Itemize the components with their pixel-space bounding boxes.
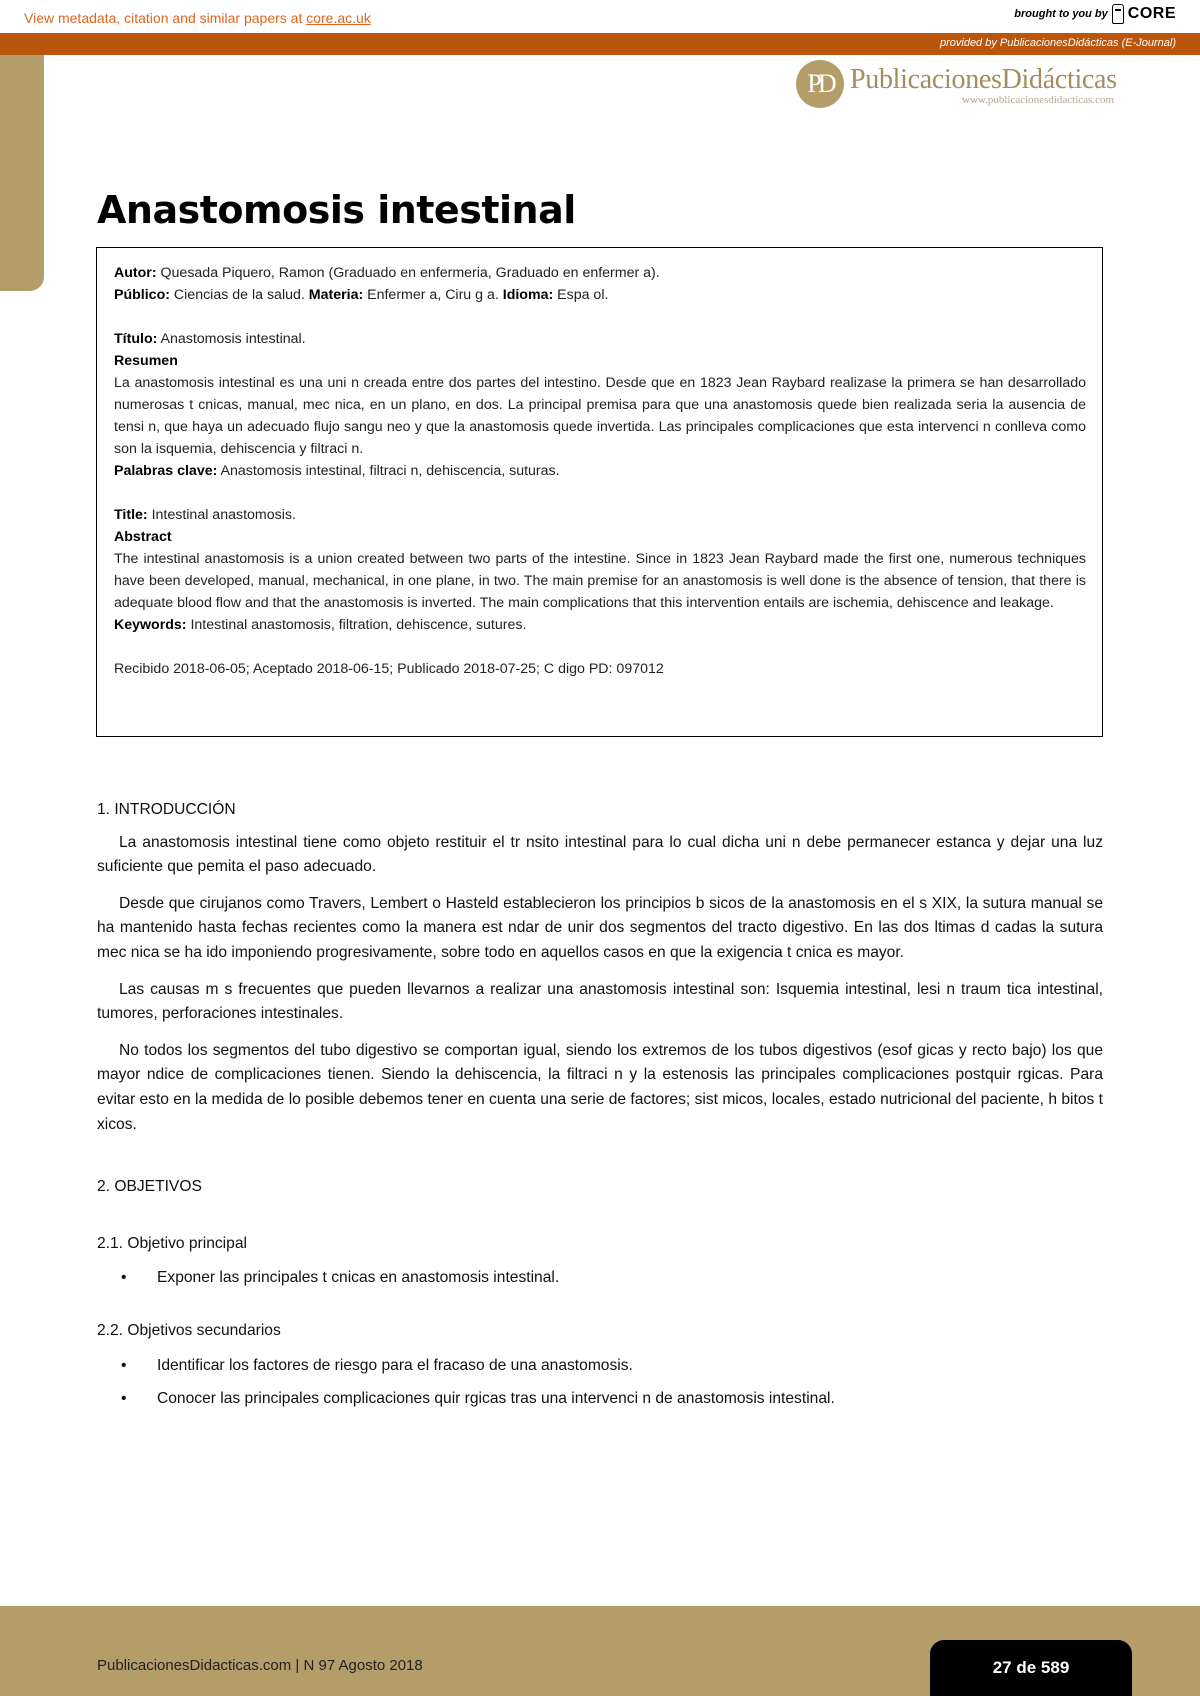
dates-line: Recibido 2018-06-05; Aceptado 2018-06-15; Publicado 2018-07-25; C digo PD: 097012 — [114, 661, 664, 677]
core-header — [0, 0, 1200, 33]
core-metadata-link[interactable] — [24, 10, 371, 26]
author-label: Autor: — [114, 265, 157, 281]
subsection-heading-objetivos-secundarios: 2.2. Objetivos secundarios — [97, 1321, 281, 1339]
core-link-anchor[interactable]: core.ac.uk — [306, 10, 371, 26]
intro-paragraph: La anastomosis intestinal tiene como objeto restituir el tr nsito intestinal para lo cual dicha uni n debe permanecer estanca y dejar una luz suficiente que pemita el paso adecuado. — [97, 833, 1103, 876]
list-item-text: Identificar los factores de riesgo para el fracaso de una anastomosis. — [157, 1356, 633, 1374]
palabras-line — [114, 460, 1086, 482]
palabras-value: Anastomosis intestinal, filtraci n, dehiscencia, suturas. — [217, 463, 560, 479]
list-item-text: Conocer las principales complicaciones quir rgicas tras una intervenci n de anastomosis intestinal. — [157, 1390, 835, 1408]
materia-label: Materia: — [308, 287, 364, 303]
page-number: 27 de 589 — [930, 1640, 1132, 1696]
publico-label: Público: — [114, 287, 170, 303]
article-body — [97, 798, 1103, 1422]
author-value: Quesada Piquero, Ramon (Graduado en enfermeria, Graduado en enfermer a). — [156, 265, 660, 281]
list-item — [97, 1387, 1103, 1412]
titulo-value: Anastomosis intestinal. — [157, 331, 306, 347]
palabras-label: Palabras clave: — [114, 463, 218, 479]
idioma-value: Espa ol. — [553, 287, 609, 303]
materia-value: Enfermer a, Ciru g a. — [363, 287, 503, 303]
titulo-label: Título: — [114, 331, 158, 347]
abstract-text: The intestinal anastomosis is a union created between two parts of the intestine. Since in 1823 Jean Raybard made the first one, numerous techniques have been developed, manual, mechanical, in one plane, in two. The main premise for an anastomosis is well done is the absence of tension, that there is adequate blood flow and that the anastomosis is inverted. The main complications that this intervention entails are ischemia, dehiscence and leakage. — [114, 551, 1086, 611]
intro-paragraph: Las causas m s frecuentes que pueden llevarnos a realizar una anastomosis intestinal son: Isquemia intestinal, lesi n traum tica intestinal, tumores, perforaciones intestinales. — [97, 980, 1103, 1023]
subsection-heading-objetivo-principal: 2.1. Objetivo principal — [97, 1234, 247, 1252]
abstract-box — [96, 247, 1103, 737]
publisher-name: PublicacionesDidácticas — [850, 64, 1117, 95]
bullet-icon: • — [121, 1269, 127, 1287]
footer-publication-info: PublicacionesDidacticas.com | N 97 Agosto 2018 — [97, 1657, 423, 1674]
idioma-label: Idioma: — [502, 287, 554, 303]
keywords-label: Keywords: — [114, 617, 187, 633]
left-decorative-tab — [0, 55, 44, 291]
publisher-url: www.publicacionesdidacticas.com — [962, 94, 1115, 106]
bullet-icon: • — [121, 1390, 127, 1408]
list-item — [97, 1354, 1103, 1379]
objetivos-secundarios-list — [97, 1354, 1103, 1412]
abstract-heading: Abstract — [114, 529, 172, 545]
audience-line — [114, 284, 1086, 306]
resumen-text: La anastomosis intestinal es una uni n creada entre dos partes del intestino. Desde que en 1823 Jean Raybard realizase la primera se han desarrollado numerosas t cnicas, manual, mec nica, en un plano, en dos. La principal premisa para que una anastomosis quede bien realizada seria la ausencia de tensi n, que haya un adecuado flujo sangu neo y que la anastomosis quede invertida. Las principales complicaciones que esta intervenci n conlleva como son la isquemia, dehiscencia y filtraci n. — [114, 375, 1086, 457]
title-line — [114, 504, 1086, 526]
publisher-logo — [794, 58, 1134, 110]
core-can-icon — [1112, 4, 1124, 24]
keywords-value: Intestinal anastomosis, filtration, dehiscence, sutures. — [186, 617, 527, 633]
brought-by-text: brought to you by — [1014, 8, 1108, 20]
section-heading-objetivos: 2. OBJETIVOS — [97, 1178, 202, 1196]
section-heading-introduccion: 1. INTRODUCCIÓN — [97, 801, 236, 818]
intro-paragraph: Desde que cirujanos como Travers, Lembert o Hasteld establecieron los principios b sicos de la anastomosis en el s XIX, la sutura manual se ha mantenido hasta fechas recientes como la manera est ndar de unir dos segmentos del tracto digestivo. En las dos ltimas d cadas la sutura mec nica se ha ido imponiendo progresivamente, sobre todo en aquellos casos en que la exigencia t cnica es mayor. — [97, 894, 1103, 961]
provided-bar — [0, 33, 1200, 55]
titulo-line — [114, 328, 1086, 350]
core-link-prefix: View metadata, citation and similar papers at — [24, 10, 307, 26]
author-line — [114, 262, 1086, 284]
core-brand[interactable] — [1014, 4, 1176, 24]
objetivo-principal-list — [97, 1266, 1103, 1291]
list-item — [97, 1266, 1103, 1291]
publisher-mark-icon: PD — [796, 60, 844, 108]
article-title: Anastomosis intestinal — [97, 188, 576, 232]
list-item-text: Exponer las principales t cnicas en anastomosis intestinal. — [157, 1269, 560, 1287]
title-label: Title: — [114, 507, 148, 523]
keywords-line — [114, 614, 1086, 636]
title-value: Intestinal anastomosis. — [147, 507, 296, 523]
page-footer — [0, 1606, 1200, 1696]
resumen-heading: Resumen — [114, 353, 178, 369]
intro-paragraph: No todos los segmentos del tubo digestivo se comportan igual, siendo los extremos de los tubos digestivos (esof gicas y recto bajo) los que mayor ndice de complicaciones tienen. Siendo la dehiscencia, la filtraci n y la estenosis las principales complicaciones postquir rgicas. Para evitar esto en la medida de lo posible debemos tener en cuenta una serie de factores; sist micos, locales, estado nutricional del paciente, h bitos t xicos. — [97, 1041, 1103, 1133]
bullet-icon: • — [121, 1356, 127, 1374]
provided-by-text: provided by PublicacionesDidácticas (E-Journal) — [939, 37, 1176, 49]
publico-value: Ciencias de la salud. — [169, 287, 309, 303]
core-logo-text: CORE — [1127, 5, 1176, 22]
